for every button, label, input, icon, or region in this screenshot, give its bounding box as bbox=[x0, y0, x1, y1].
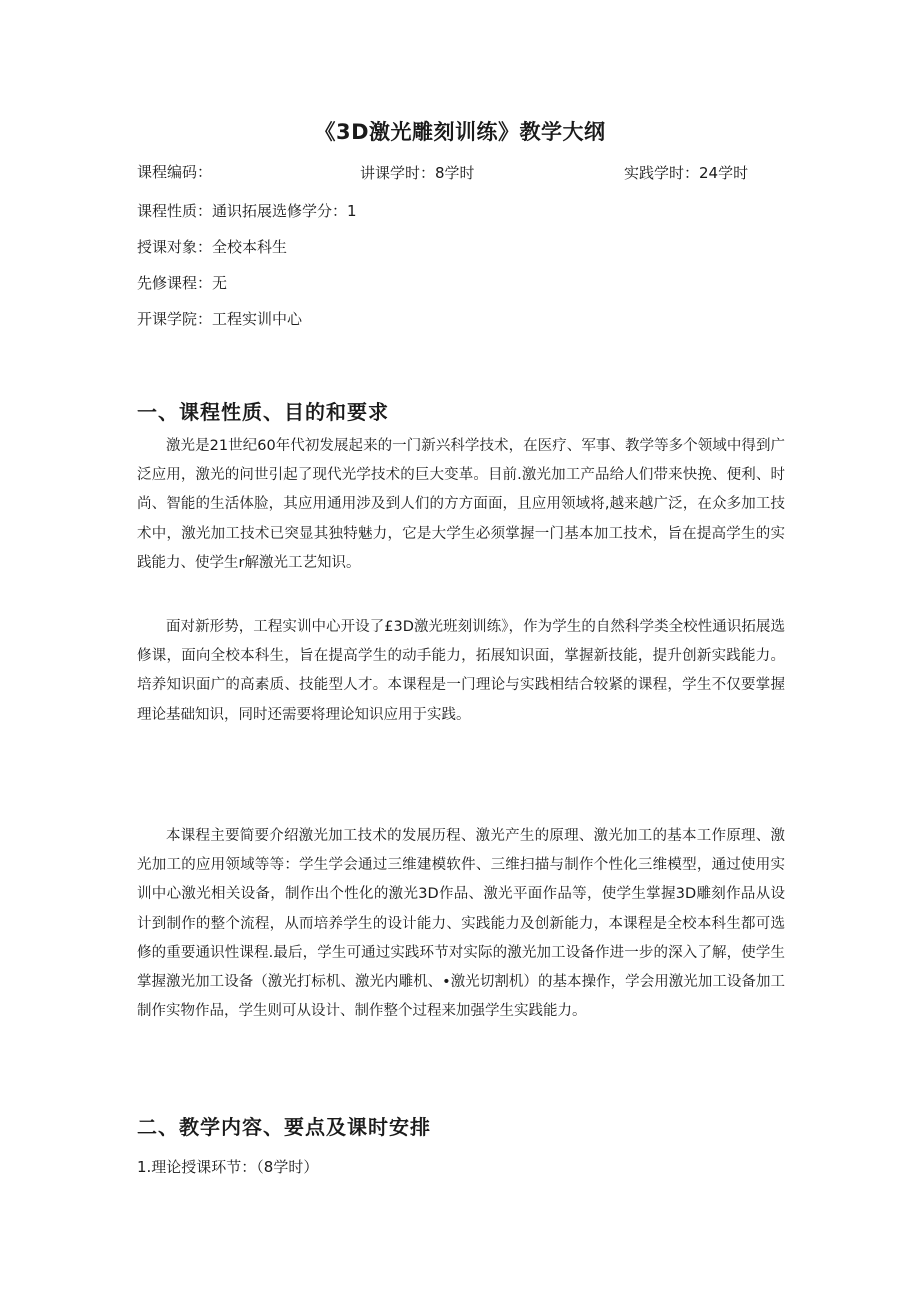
section-1-paragraph-2: 面对新形势，工程实训中心开设了£3D激光班刻训练》，作为学生的自然科学类全校性通识拓展选修课，面向全校本科生，旨在提高学生的动手能力，拓展知识面，掌握新技能，提升创新实践能力。培养知识面广的高素质、技能型人才。本课程是一门理论与实践相结合较紧的课程，学生不仅要掌握理论基础知识，同时还需要将理论知识应用于实践。 bbox=[137, 619, 785, 723]
section-2-heading: 二、教学内容、要点及课时安排 bbox=[137, 1115, 431, 1139]
course-nature: 课程性质：通识拓展选修学分：1 bbox=[137, 202, 357, 220]
lecture-hours: 讲课学时：8学时 bbox=[360, 164, 475, 182]
course-prerequisite: 先修课程：无 bbox=[137, 274, 228, 292]
course-target: 授课对象：全校本科生 bbox=[137, 238, 288, 256]
practice-hours: 实践学时：24学时 bbox=[624, 164, 749, 182]
section-1-paragraph-3: 本课程主要简要介绍激光加工技术的发展历程、激光产生的原理、激光加工的基本工作原理、激光加工的应用领域等等：学生学会通过三维建模软件、三维扫描与制作个性化三维模型，通过使用实训中心激光相关设备，制作出个性化的激光3D作品、激光平面作品等，使学生掌握3D雕刻作品从设计到制作的整个流程，从而培养学生的设计能力、实践能力及创新能力，本课程是全校本科生都可选修的重要通识性课程.最后，学生可通过实践环节对实际的激光加工设备作进一步的深入了解，使学生掌握激光加工设备（激光打标机、激光内雕机、•激光切割机）的基本操作，学会用激光加工设备加工制作实物作品，学生则可从设计、制作整个过程来加强学生实践能力。 bbox=[137, 828, 785, 1020]
section-2-subheading: 1.理论授课环节：（8学时） bbox=[137, 1158, 319, 1176]
course-code-label: 课程编码： bbox=[137, 163, 213, 181]
document-title: 《3D激光雕刻训练》教学大纲 bbox=[314, 120, 606, 144]
course-college: 开课学院：工程实训中心 bbox=[137, 310, 303, 328]
section-1-heading: 一、课程性质、目的和要求 bbox=[137, 400, 389, 424]
section-1-paragraph-1: 激光是21世纪60年代初发展起来的一门新兴科学技术，在医疗、军事、教学等多个领域中得到广泛应用，激光的问世引起了现代光学技术的巨大变革。目前.激光加工产品给人们带来快挽、便利、时尚、智能的生活体脸，其应用通用涉及到人们的方方面面，且应用领域将,越来越广泛，在众多加工技术中，激光加工技术已突显其独特魅力，它是大学生必须掌握一门基本加工技术，旨在提高学生的实践能力、使学生r解激光工艺知识。 bbox=[137, 438, 785, 571]
